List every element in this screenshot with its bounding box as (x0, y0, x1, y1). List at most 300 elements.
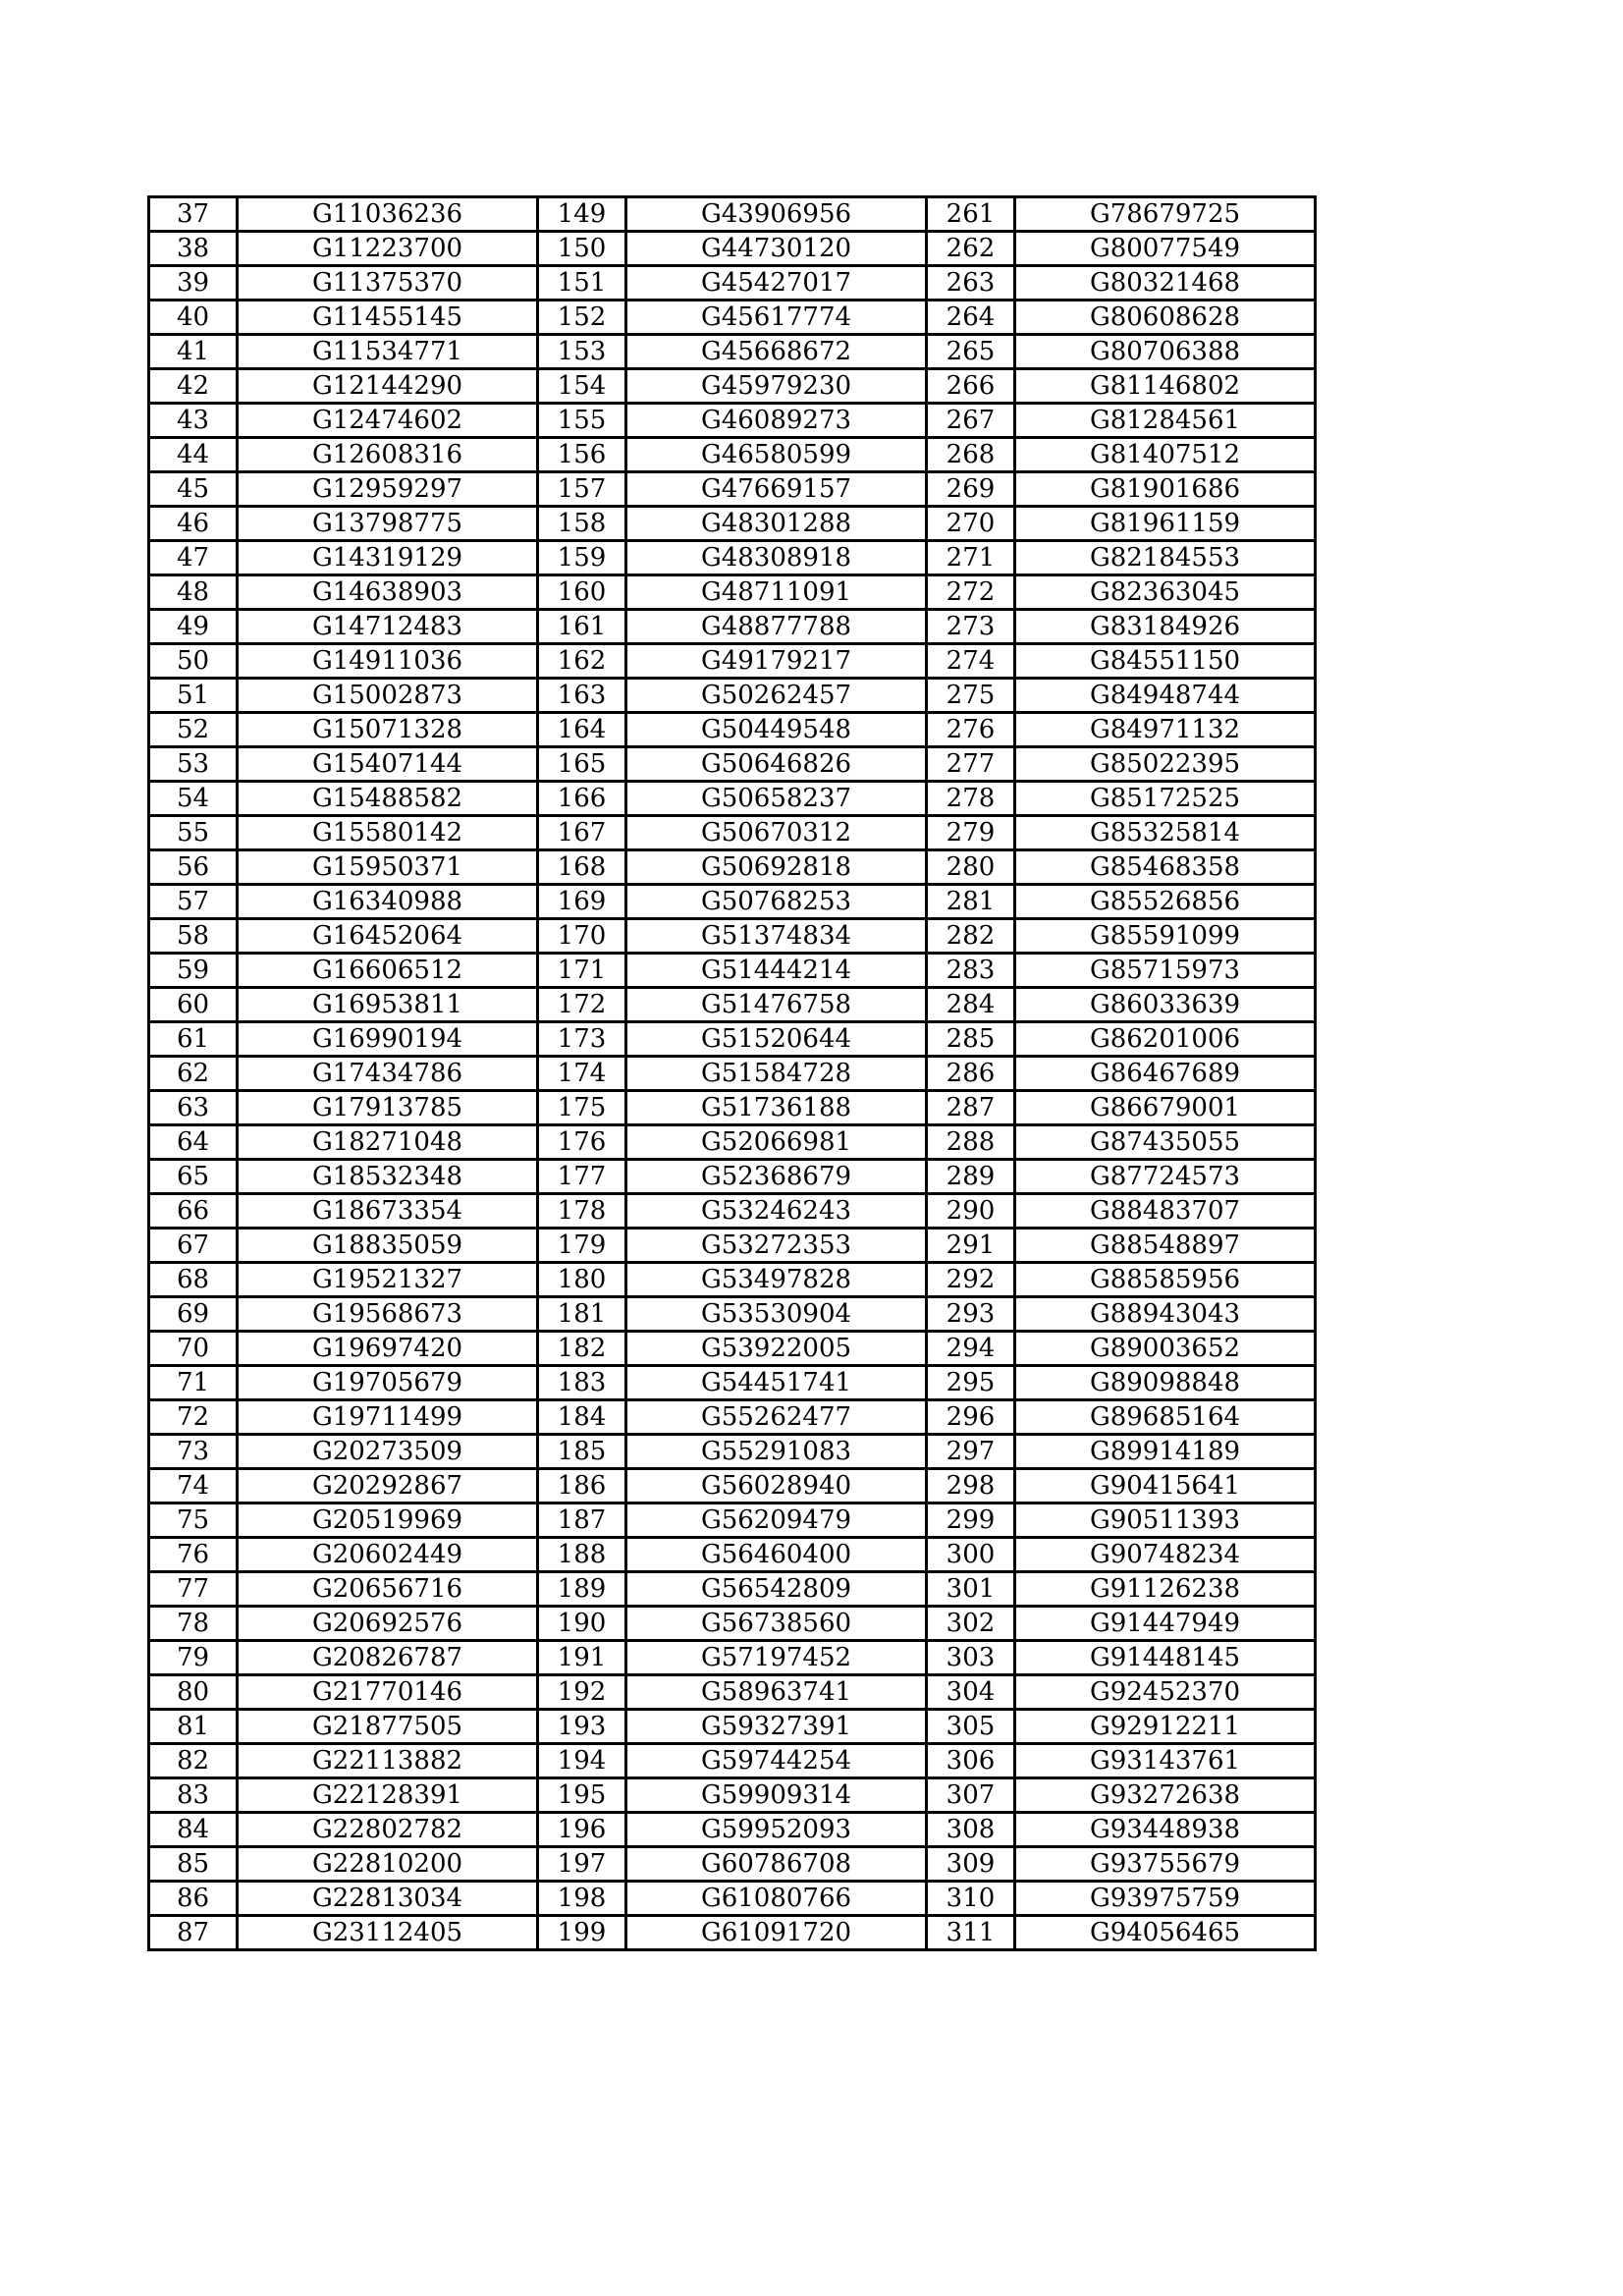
table-row (149, 1503, 1316, 1538)
table-row (149, 747, 1316, 782)
code-cell: G22128391 (238, 1778, 538, 1813)
code-cell: G53272353 (626, 1229, 927, 1263)
table-row (149, 1057, 1316, 1091)
code-cell: G48308918 (626, 541, 927, 575)
serial-cell: 187 (538, 1503, 626, 1538)
serial-cell: 77 (149, 1572, 238, 1607)
serial-cell: 44 (149, 438, 238, 472)
code-cell: G20692576 (238, 1607, 538, 1641)
serial-cell: 268 (927, 438, 1015, 472)
code-cell: G86033639 (1015, 988, 1316, 1022)
serial-cell: 159 (538, 541, 626, 575)
table-row (149, 1572, 1316, 1607)
serial-cell: 266 (927, 369, 1015, 404)
code-cell: G92912211 (1015, 1710, 1316, 1744)
code-cell: G88483707 (1015, 1194, 1316, 1229)
code-cell: G11036236 (238, 197, 538, 232)
code-cell: G11375370 (238, 266, 538, 301)
serial-cell: 85 (149, 1847, 238, 1882)
serial-cell: 59 (149, 954, 238, 988)
serial-cell: 78 (149, 1607, 238, 1641)
code-cell: G80706388 (1015, 335, 1316, 369)
serial-cell: 292 (927, 1263, 1015, 1297)
code-cell: G57197452 (626, 1641, 927, 1675)
serial-cell: 176 (538, 1125, 626, 1160)
code-cell: G91447949 (1015, 1607, 1316, 1641)
serial-cell: 273 (927, 610, 1015, 644)
table-row (149, 1435, 1316, 1469)
table-row (149, 850, 1316, 885)
table-row (149, 1916, 1316, 1950)
table-row (149, 197, 1316, 232)
code-cell: G15407144 (238, 747, 538, 782)
code-cell: G53246243 (626, 1194, 927, 1229)
code-cell: G51476758 (626, 988, 927, 1022)
serial-cell: 80 (149, 1675, 238, 1710)
code-cell: G47669157 (626, 472, 927, 507)
serial-cell: 58 (149, 919, 238, 954)
code-cell: G17913785 (238, 1091, 538, 1125)
serial-cell: 275 (927, 679, 1015, 713)
serial-cell: 305 (927, 1710, 1015, 1744)
code-cell: G19521327 (238, 1263, 538, 1297)
code-cell: G53530904 (626, 1297, 927, 1332)
serial-cell: 272 (927, 575, 1015, 610)
code-cell: G84948744 (1015, 679, 1316, 713)
serial-cell: 309 (927, 1847, 1015, 1882)
code-cell: G80608628 (1015, 301, 1316, 335)
code-cell: G16340988 (238, 885, 538, 919)
code-cell: G81146802 (1015, 369, 1316, 404)
code-cell: G18271048 (238, 1125, 538, 1160)
serial-cell: 293 (927, 1297, 1015, 1332)
code-cell: G23112405 (238, 1916, 538, 1950)
code-cell: G82184553 (1015, 541, 1316, 575)
code-cell: G51520644 (626, 1022, 927, 1057)
serial-cell: 195 (538, 1778, 626, 1813)
code-cell: G53497828 (626, 1263, 927, 1297)
table-row (149, 1366, 1316, 1400)
serial-cell: 271 (927, 541, 1015, 575)
serial-cell: 164 (538, 713, 626, 747)
table-row (149, 1400, 1316, 1435)
serial-cell: 37 (149, 197, 238, 232)
code-cell: G87724573 (1015, 1160, 1316, 1194)
serial-cell: 166 (538, 782, 626, 816)
serial-cell: 150 (538, 232, 626, 266)
serial-cell: 73 (149, 1435, 238, 1469)
code-cell: G18673354 (238, 1194, 538, 1229)
code-cell: G85172525 (1015, 782, 1316, 816)
serial-cell: 63 (149, 1091, 238, 1125)
code-cell: G48711091 (626, 575, 927, 610)
serial-cell: 188 (538, 1538, 626, 1572)
code-cell: G16990194 (238, 1022, 538, 1057)
table-row (149, 816, 1316, 850)
serial-cell: 76 (149, 1538, 238, 1572)
code-cell: G85526856 (1015, 885, 1316, 919)
serial-cell: 299 (927, 1503, 1015, 1538)
code-cell: G16953811 (238, 988, 538, 1022)
serial-cell: 279 (927, 816, 1015, 850)
serial-cell: 155 (538, 404, 626, 438)
code-cell: G85022395 (1015, 747, 1316, 782)
code-cell: G93143761 (1015, 1744, 1316, 1778)
serial-cell: 158 (538, 507, 626, 541)
code-cell: G56542809 (626, 1572, 927, 1607)
code-cell: G46580599 (626, 438, 927, 472)
table-row (149, 369, 1316, 404)
table-row (149, 1469, 1316, 1503)
code-cell: G91448145 (1015, 1641, 1316, 1675)
code-cell: G84971132 (1015, 713, 1316, 747)
code-cell: G49179217 (626, 644, 927, 679)
serial-cell: 70 (149, 1332, 238, 1366)
serial-cell: 60 (149, 988, 238, 1022)
serial-cell: 186 (538, 1469, 626, 1503)
table-row (149, 438, 1316, 472)
serial-cell: 181 (538, 1297, 626, 1332)
code-cell: G92452370 (1015, 1675, 1316, 1710)
serial-cell: 294 (927, 1332, 1015, 1366)
serial-cell: 302 (927, 1607, 1015, 1641)
table-row (149, 713, 1316, 747)
serial-cell: 86 (149, 1882, 238, 1916)
code-cell: G12608316 (238, 438, 538, 472)
table-row (149, 507, 1316, 541)
serial-cell: 175 (538, 1091, 626, 1125)
code-cell: G12144290 (238, 369, 538, 404)
serial-cell: 49 (149, 610, 238, 644)
serial-cell: 300 (927, 1538, 1015, 1572)
code-cell: G45427017 (626, 266, 927, 301)
serial-cell: 178 (538, 1194, 626, 1229)
table-row (149, 1125, 1316, 1160)
serial-cell: 56 (149, 850, 238, 885)
serial-cell: 295 (927, 1366, 1015, 1400)
serial-cell: 199 (538, 1916, 626, 1950)
code-cell: G93448938 (1015, 1813, 1316, 1847)
code-cell: G91126238 (1015, 1572, 1316, 1607)
serial-cell: 53 (149, 747, 238, 782)
table-row (149, 1813, 1316, 1847)
serial-cell: 288 (927, 1125, 1015, 1160)
serial-cell: 173 (538, 1022, 626, 1057)
code-cell: G46089273 (626, 404, 927, 438)
serial-cell: 261 (927, 197, 1015, 232)
serial-cell: 55 (149, 816, 238, 850)
serial-cell: 82 (149, 1744, 238, 1778)
serial-cell: 40 (149, 301, 238, 335)
serial-cell: 308 (927, 1813, 1015, 1847)
serial-cell: 157 (538, 472, 626, 507)
serial-cell: 277 (927, 747, 1015, 782)
code-cell: G15488582 (238, 782, 538, 816)
code-cell: G59327391 (626, 1710, 927, 1744)
serial-cell: 51 (149, 679, 238, 713)
code-cell: G82363045 (1015, 575, 1316, 610)
serial-cell: 185 (538, 1435, 626, 1469)
serial-cell: 45 (149, 472, 238, 507)
code-cell: G43906956 (626, 197, 927, 232)
serial-cell: 156 (538, 438, 626, 472)
serial-cell: 65 (149, 1160, 238, 1194)
code-cell: G85468358 (1015, 850, 1316, 885)
code-cell: G20292867 (238, 1469, 538, 1503)
code-cell: G20826787 (238, 1641, 538, 1675)
serial-cell: 190 (538, 1607, 626, 1641)
serial-cell: 66 (149, 1194, 238, 1229)
serial-cell: 67 (149, 1229, 238, 1263)
code-cell: G93975759 (1015, 1882, 1316, 1916)
code-cell: G45617774 (626, 301, 927, 335)
table-row (149, 919, 1316, 954)
code-cell: G11223700 (238, 232, 538, 266)
code-cell: G20273509 (238, 1435, 538, 1469)
serial-cell: 154 (538, 369, 626, 404)
code-cell: G55262477 (626, 1400, 927, 1435)
serial-cell: 263 (927, 266, 1015, 301)
code-cell: G81407512 (1015, 438, 1316, 472)
code-cell: G15071328 (238, 713, 538, 747)
code-cell: G87435055 (1015, 1125, 1316, 1160)
code-cell: G51584728 (626, 1057, 927, 1091)
serial-cell: 192 (538, 1675, 626, 1710)
code-cell: G90415641 (1015, 1469, 1316, 1503)
code-cell: G22810200 (238, 1847, 538, 1882)
table-row (149, 1229, 1316, 1263)
serial-cell: 153 (538, 335, 626, 369)
code-cell: G50670312 (626, 816, 927, 850)
code-cell: G45979230 (626, 369, 927, 404)
table-row (149, 885, 1316, 919)
code-cell: G85591099 (1015, 919, 1316, 954)
serial-cell: 276 (927, 713, 1015, 747)
serial-cell: 191 (538, 1641, 626, 1675)
code-cell: G51736188 (626, 1091, 927, 1125)
serial-cell: 291 (927, 1229, 1015, 1263)
serial-cell: 285 (927, 1022, 1015, 1057)
table-row (149, 988, 1316, 1022)
serial-cell: 39 (149, 266, 238, 301)
table-row (149, 472, 1316, 507)
serial-cell: 282 (927, 919, 1015, 954)
serial-cell: 167 (538, 816, 626, 850)
code-cell: G22113882 (238, 1744, 538, 1778)
code-cell: G14911036 (238, 644, 538, 679)
code-cell: G54451741 (626, 1366, 927, 1400)
code-cell: G58963741 (626, 1675, 927, 1710)
code-cell: G81961159 (1015, 507, 1316, 541)
table-row (149, 1332, 1316, 1366)
serial-cell: 75 (149, 1503, 238, 1538)
serial-cell: 281 (927, 885, 1015, 919)
code-cell: G89003652 (1015, 1332, 1316, 1366)
serial-cell: 286 (927, 1057, 1015, 1091)
serial-cell: 162 (538, 644, 626, 679)
table-row (149, 301, 1316, 335)
serial-cell: 283 (927, 954, 1015, 988)
serial-cell: 262 (927, 232, 1015, 266)
code-cell: G14319129 (238, 541, 538, 575)
code-cell: G48877788 (626, 610, 927, 644)
serial-cell: 270 (927, 507, 1015, 541)
code-cell: G88548897 (1015, 1229, 1316, 1263)
table-row (149, 1538, 1316, 1572)
table-row (149, 232, 1316, 266)
code-cell: G93755679 (1015, 1847, 1316, 1882)
serial-cell: 84 (149, 1813, 238, 1847)
code-cell: G84551150 (1015, 644, 1316, 679)
code-cell: G48301288 (626, 507, 927, 541)
code-cell: G80321468 (1015, 266, 1316, 301)
serial-cell: 79 (149, 1641, 238, 1675)
code-cell: G94056465 (1015, 1916, 1316, 1950)
serial-cell: 64 (149, 1125, 238, 1160)
serial-cell: 274 (927, 644, 1015, 679)
serial-cell: 287 (927, 1091, 1015, 1125)
code-cell: G20602449 (238, 1538, 538, 1572)
code-cell: G81901686 (1015, 472, 1316, 507)
serial-cell: 184 (538, 1400, 626, 1435)
code-cell: G85325814 (1015, 816, 1316, 850)
code-cell: G12474602 (238, 404, 538, 438)
serial-cell: 177 (538, 1160, 626, 1194)
serial-cell: 197 (538, 1847, 626, 1882)
code-cell: G17434786 (238, 1057, 538, 1091)
table-row (149, 575, 1316, 610)
code-cell: G16606512 (238, 954, 538, 988)
code-cell: G51374834 (626, 919, 927, 954)
serial-cell: 182 (538, 1332, 626, 1366)
serial-cell: 54 (149, 782, 238, 816)
code-cell: G56028940 (626, 1469, 927, 1503)
serial-cell: 165 (538, 747, 626, 782)
code-cell: G78679725 (1015, 197, 1316, 232)
serial-cell: 311 (927, 1916, 1015, 1950)
serial-cell: 304 (927, 1675, 1015, 1710)
serial-cell: 57 (149, 885, 238, 919)
code-cell: G22802782 (238, 1813, 538, 1847)
code-cell: G56738560 (626, 1607, 927, 1641)
serial-cell: 161 (538, 610, 626, 644)
table-row (149, 1744, 1316, 1778)
table-row (149, 1710, 1316, 1744)
table-row (149, 1778, 1316, 1813)
code-cell: G50449548 (626, 713, 927, 747)
serial-cell: 297 (927, 1435, 1015, 1469)
table-row (149, 610, 1316, 644)
serial-cell: 38 (149, 232, 238, 266)
code-cell: G21770146 (238, 1675, 538, 1710)
code-cell: G22813034 (238, 1882, 538, 1916)
id-number-table (147, 195, 1317, 1951)
code-cell: G89685164 (1015, 1400, 1316, 1435)
serial-cell: 149 (538, 197, 626, 232)
code-cell: G52066981 (626, 1125, 927, 1160)
code-cell: G19697420 (238, 1332, 538, 1366)
code-cell: G15580142 (238, 816, 538, 850)
table-row (149, 679, 1316, 713)
code-cell: G11455145 (238, 301, 538, 335)
serial-cell: 151 (538, 266, 626, 301)
serial-cell: 42 (149, 369, 238, 404)
serial-cell: 194 (538, 1744, 626, 1778)
table-row (149, 1641, 1316, 1675)
serial-cell: 170 (538, 919, 626, 954)
serial-cell: 196 (538, 1813, 626, 1847)
serial-cell: 183 (538, 1366, 626, 1400)
code-cell: G18835059 (238, 1229, 538, 1263)
code-cell: G89098848 (1015, 1366, 1316, 1400)
serial-cell: 47 (149, 541, 238, 575)
serial-cell: 52 (149, 713, 238, 747)
serial-cell: 48 (149, 575, 238, 610)
serial-cell: 179 (538, 1229, 626, 1263)
code-cell: G19568673 (238, 1297, 538, 1332)
code-cell: G53922005 (626, 1332, 927, 1366)
serial-cell: 83 (149, 1778, 238, 1813)
serial-cell: 306 (927, 1744, 1015, 1778)
table-row (149, 335, 1316, 369)
serial-cell: 193 (538, 1710, 626, 1744)
table-row (149, 1160, 1316, 1194)
serial-cell: 62 (149, 1057, 238, 1091)
code-cell: G59909314 (626, 1778, 927, 1813)
serial-cell: 310 (927, 1882, 1015, 1916)
code-cell: G93272638 (1015, 1778, 1316, 1813)
code-cell: G19705679 (238, 1366, 538, 1400)
table-row (149, 1675, 1316, 1710)
serial-cell: 303 (927, 1641, 1015, 1675)
code-cell: G52368679 (626, 1160, 927, 1194)
code-cell: G45668672 (626, 335, 927, 369)
code-cell: G15002873 (238, 679, 538, 713)
code-cell: G90748234 (1015, 1538, 1316, 1572)
serial-cell: 172 (538, 988, 626, 1022)
serial-cell: 163 (538, 679, 626, 713)
code-cell: G44730120 (626, 232, 927, 266)
serial-cell: 265 (927, 335, 1015, 369)
table-body (149, 197, 1316, 1950)
table-row (149, 1022, 1316, 1057)
code-cell: G61080766 (626, 1882, 927, 1916)
code-cell: G21877505 (238, 1710, 538, 1744)
code-cell: G11534771 (238, 335, 538, 369)
serial-cell: 307 (927, 1778, 1015, 1813)
table-row (149, 1297, 1316, 1332)
code-cell: G60786708 (626, 1847, 927, 1882)
code-cell: G59952093 (626, 1813, 927, 1847)
serial-cell: 267 (927, 404, 1015, 438)
code-cell: G16452064 (238, 919, 538, 954)
serial-cell: 71 (149, 1366, 238, 1400)
code-cell: G80077549 (1015, 232, 1316, 266)
table-row (149, 1847, 1316, 1882)
serial-cell: 87 (149, 1916, 238, 1950)
code-cell: G19711499 (238, 1400, 538, 1435)
table-row (149, 1091, 1316, 1125)
serial-cell: 72 (149, 1400, 238, 1435)
table-row (149, 266, 1316, 301)
serial-cell: 284 (927, 988, 1015, 1022)
table-row (149, 404, 1316, 438)
serial-cell: 189 (538, 1572, 626, 1607)
serial-cell: 41 (149, 335, 238, 369)
serial-cell: 174 (538, 1057, 626, 1091)
serial-cell: 301 (927, 1572, 1015, 1607)
serial-cell: 43 (149, 404, 238, 438)
